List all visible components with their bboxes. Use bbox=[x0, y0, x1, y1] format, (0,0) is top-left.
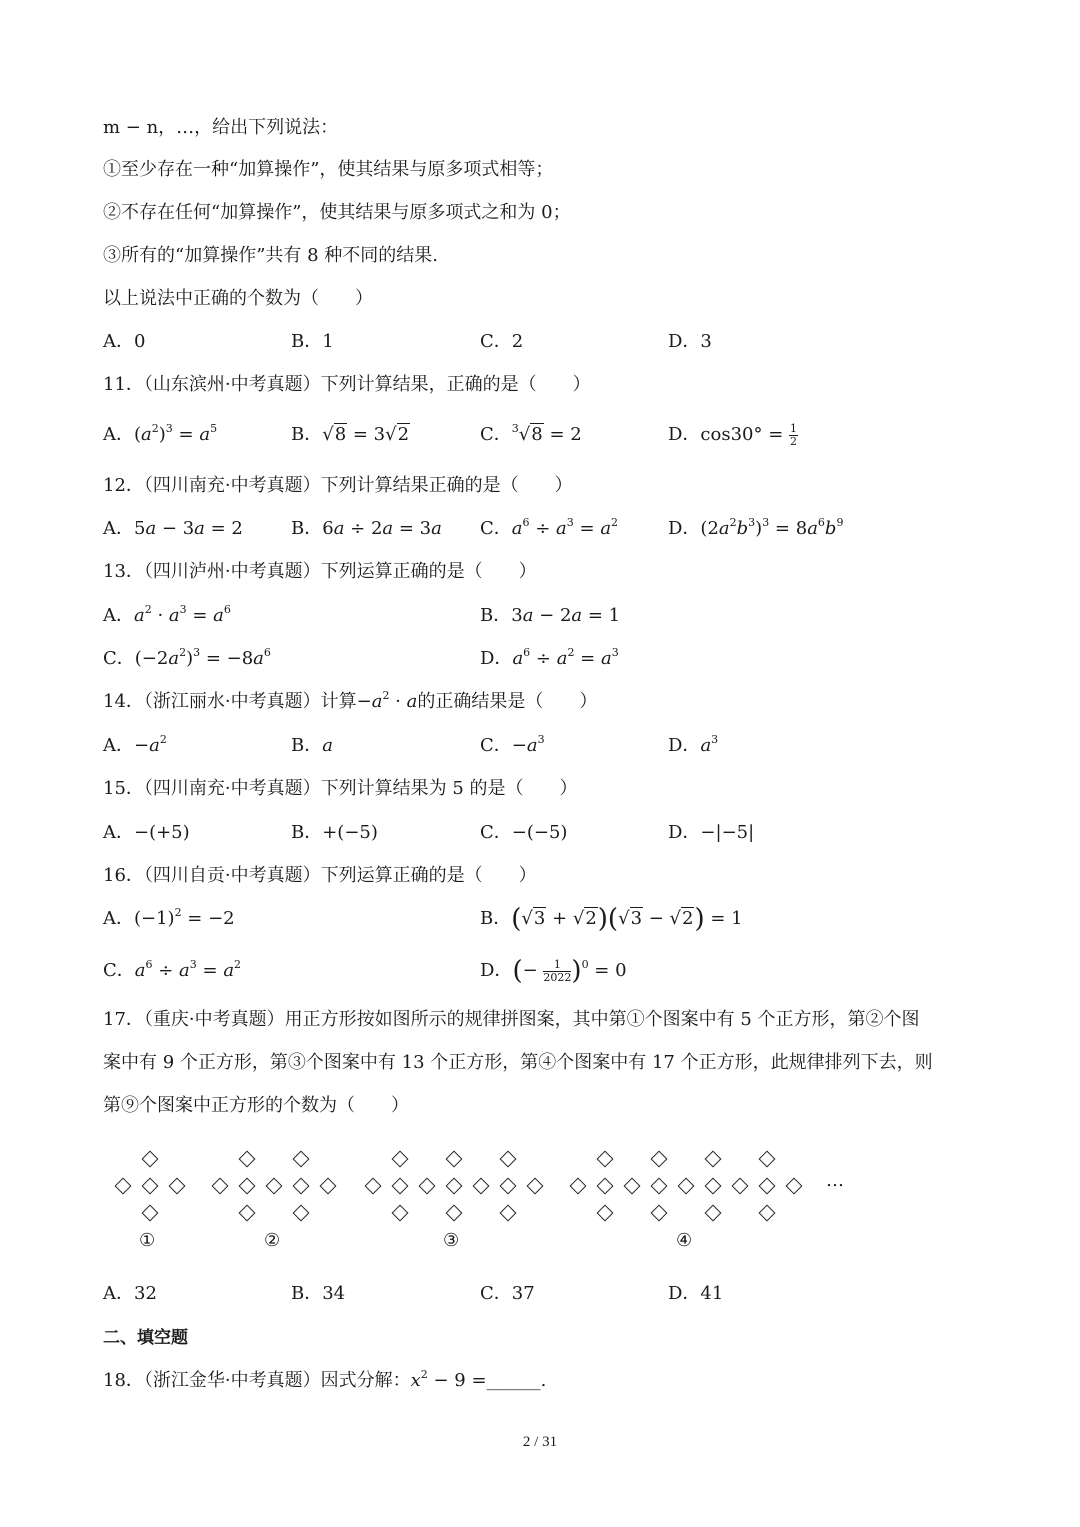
q16-option-a: A．$(-1)^2 = -2$ bbox=[103, 906, 235, 929]
square-tile bbox=[142, 1178, 159, 1195]
figure-label-1: ① bbox=[139, 1230, 156, 1251]
option-d: D．3 bbox=[668, 331, 712, 352]
figure-label-4: ④ bbox=[676, 1230, 693, 1251]
square-tile bbox=[597, 1205, 614, 1222]
square-tile bbox=[239, 1205, 256, 1222]
square-tile bbox=[293, 1178, 310, 1195]
option-c: C．2 bbox=[480, 331, 524, 352]
square-tile bbox=[597, 1151, 614, 1168]
option-a: A．0 bbox=[103, 331, 146, 352]
page-number: 2 / 31 bbox=[522, 1434, 558, 1450]
square-tile bbox=[392, 1205, 409, 1222]
square-tile bbox=[446, 1178, 463, 1195]
square-tile bbox=[293, 1151, 310, 1168]
square-tile bbox=[115, 1178, 132, 1195]
square-tile bbox=[759, 1151, 776, 1168]
square-tile bbox=[651, 1151, 668, 1168]
square-tile bbox=[419, 1178, 436, 1195]
square-tile bbox=[651, 1178, 668, 1195]
square-tile bbox=[597, 1178, 614, 1195]
q14-option-a: A．$-a^2$ bbox=[103, 733, 167, 756]
question-11-stem: 11．（山东滨州·中考真题）下列计算结果，正确的是（ ） bbox=[103, 374, 591, 395]
q17-option-d: D．41 bbox=[668, 1283, 724, 1304]
q15-option-c: C．−(−5) bbox=[480, 822, 568, 843]
q11-option-b: B．√8 = 3√2 bbox=[291, 424, 410, 445]
question-14-stem: 14．（浙江丽水·中考真题）计算$-a^2 \cdot a$的正确结果是（ ） bbox=[103, 689, 598, 712]
q16-option-d: D．(− $\frac{1}{2022}$ )$^0$ = 0 bbox=[480, 956, 627, 986]
figure-label-2: ② bbox=[264, 1230, 281, 1251]
question-15-stem: 15．（四川南充·中考真题）下列计算结果为 5 的是（ ） bbox=[103, 778, 578, 799]
q13-option-c: C．$(-2a^2)^3 = -8a^6$ bbox=[103, 646, 271, 669]
square-tile bbox=[759, 1205, 776, 1222]
square-tile bbox=[500, 1205, 517, 1222]
square-tile bbox=[705, 1205, 722, 1222]
question-prompt: 以上说法中正确的个数为（ ） bbox=[103, 288, 373, 309]
q14-option-b: B．a bbox=[291, 735, 333, 756]
statement-1: ①至少存在一种“加算操作”，使其结果与原多项式相等； bbox=[103, 159, 554, 180]
square-tile bbox=[212, 1178, 229, 1195]
square-tile bbox=[392, 1151, 409, 1168]
pattern-ellipsis: … bbox=[826, 1170, 844, 1191]
q17-option-a: A．32 bbox=[103, 1283, 157, 1304]
q13-option-a: A．$a^2 \cdot a^3 = a^6$ bbox=[103, 603, 231, 626]
square-tile bbox=[239, 1178, 256, 1195]
question-13-stem: 13．（四川泸州·中考真题）下列运算正确的是（ ） bbox=[103, 561, 537, 582]
q13-option-b: B．3a − 2a = 1 bbox=[480, 605, 621, 626]
question-12-stem: 12．（四川南充·中考真题）下列计算结果正确的是（ ） bbox=[103, 475, 573, 496]
square-tile bbox=[705, 1178, 722, 1195]
q13-option-d: D．$a^6 \div a^2 = a^3$ bbox=[480, 646, 619, 669]
q11-option-a: A．$(a^2)^3 = a^5$ bbox=[103, 422, 218, 445]
square-tile bbox=[705, 1151, 722, 1168]
q14-option-d: D．$a^3$ bbox=[668, 733, 719, 756]
square-tile bbox=[142, 1151, 159, 1168]
square-tile bbox=[169, 1178, 186, 1195]
q16-option-c: C．$a^6 \div a^3 = a^2$ bbox=[103, 958, 242, 981]
square-tile bbox=[293, 1205, 310, 1222]
square-tile bbox=[239, 1151, 256, 1168]
square-tile bbox=[392, 1178, 409, 1195]
square-tile bbox=[624, 1178, 641, 1195]
q15-option-d: D．−|−5| bbox=[668, 822, 755, 843]
square-tile bbox=[365, 1178, 382, 1195]
square-tile bbox=[527, 1178, 544, 1195]
square-tile bbox=[446, 1205, 463, 1222]
q17-option-c: C．37 bbox=[480, 1283, 535, 1304]
q16-option-b: B．(√3 + √2)(√3 − √2) = 1 bbox=[480, 904, 743, 934]
statement-2: ②不存在任何“加算操作”，使其结果与原多项式之和为 0； bbox=[103, 202, 571, 223]
question-17-line-2: 案中有 9 个正方形，第③个图案中有 13 个正方形，第④个图案中有 17 个正方形，此规律排列下去，则 bbox=[103, 1052, 933, 1073]
square-tile bbox=[732, 1178, 749, 1195]
section-heading: 二、填空题 bbox=[103, 1328, 188, 1348]
figure-label-3: ③ bbox=[443, 1230, 460, 1251]
square-tile bbox=[266, 1178, 283, 1195]
square-tile bbox=[473, 1178, 490, 1195]
square-tile bbox=[446, 1151, 463, 1168]
square-tile bbox=[786, 1178, 803, 1195]
square-tile bbox=[570, 1178, 587, 1195]
statement-3: ③所有的“加算操作”共有 8 种不同的结果. bbox=[103, 245, 439, 266]
question-17-line-1: 17．（重庆·中考真题）用正方形按如图所示的规律拼图案，其中第①个图案中有 5 个正方形，第②个图 bbox=[103, 1009, 920, 1030]
square-tile bbox=[500, 1178, 517, 1195]
q12-option-b: B．6a ÷ 2a = 3a bbox=[291, 518, 442, 539]
square-tile bbox=[759, 1178, 776, 1195]
q12-option-c: C．$a^6 \div a^3 = a^2$ bbox=[480, 516, 619, 539]
q17-option-b: B．34 bbox=[291, 1283, 346, 1304]
square-tile bbox=[142, 1205, 159, 1222]
q12-option-a: A．5a − 3a = 2 bbox=[103, 518, 243, 539]
q15-option-a: A．−(+5) bbox=[103, 822, 190, 843]
question-17-line-3: 第⑨个图案中正方形的个数为（ ） bbox=[103, 1095, 409, 1116]
intro-line: m − n，…，给出下列说法： bbox=[103, 117, 339, 138]
q12-option-d: D．$(2a^2b^3)^3 = 8a^6b^9$ bbox=[668, 516, 844, 539]
square-tile bbox=[500, 1151, 517, 1168]
q15-option-b: B．+(−5) bbox=[291, 822, 378, 843]
question-18-stem: 18．（浙江金华·中考真题）因式分解：$x^2 - 9$ =______. bbox=[103, 1368, 547, 1391]
q14-option-c: C．$-a^3$ bbox=[480, 733, 545, 756]
question-16-stem: 16．（四川自贡·中考真题）下列运算正确的是（ ） bbox=[103, 865, 537, 886]
option-b: B．1 bbox=[291, 331, 334, 352]
q11-option-d: D．cos30° = $\frac{1}{2}$ bbox=[668, 421, 798, 448]
square-tile bbox=[651, 1205, 668, 1222]
q11-option-c: C．$^3$√8 = 2 bbox=[480, 422, 582, 445]
square-tile bbox=[320, 1178, 337, 1195]
square-tile bbox=[678, 1178, 695, 1195]
